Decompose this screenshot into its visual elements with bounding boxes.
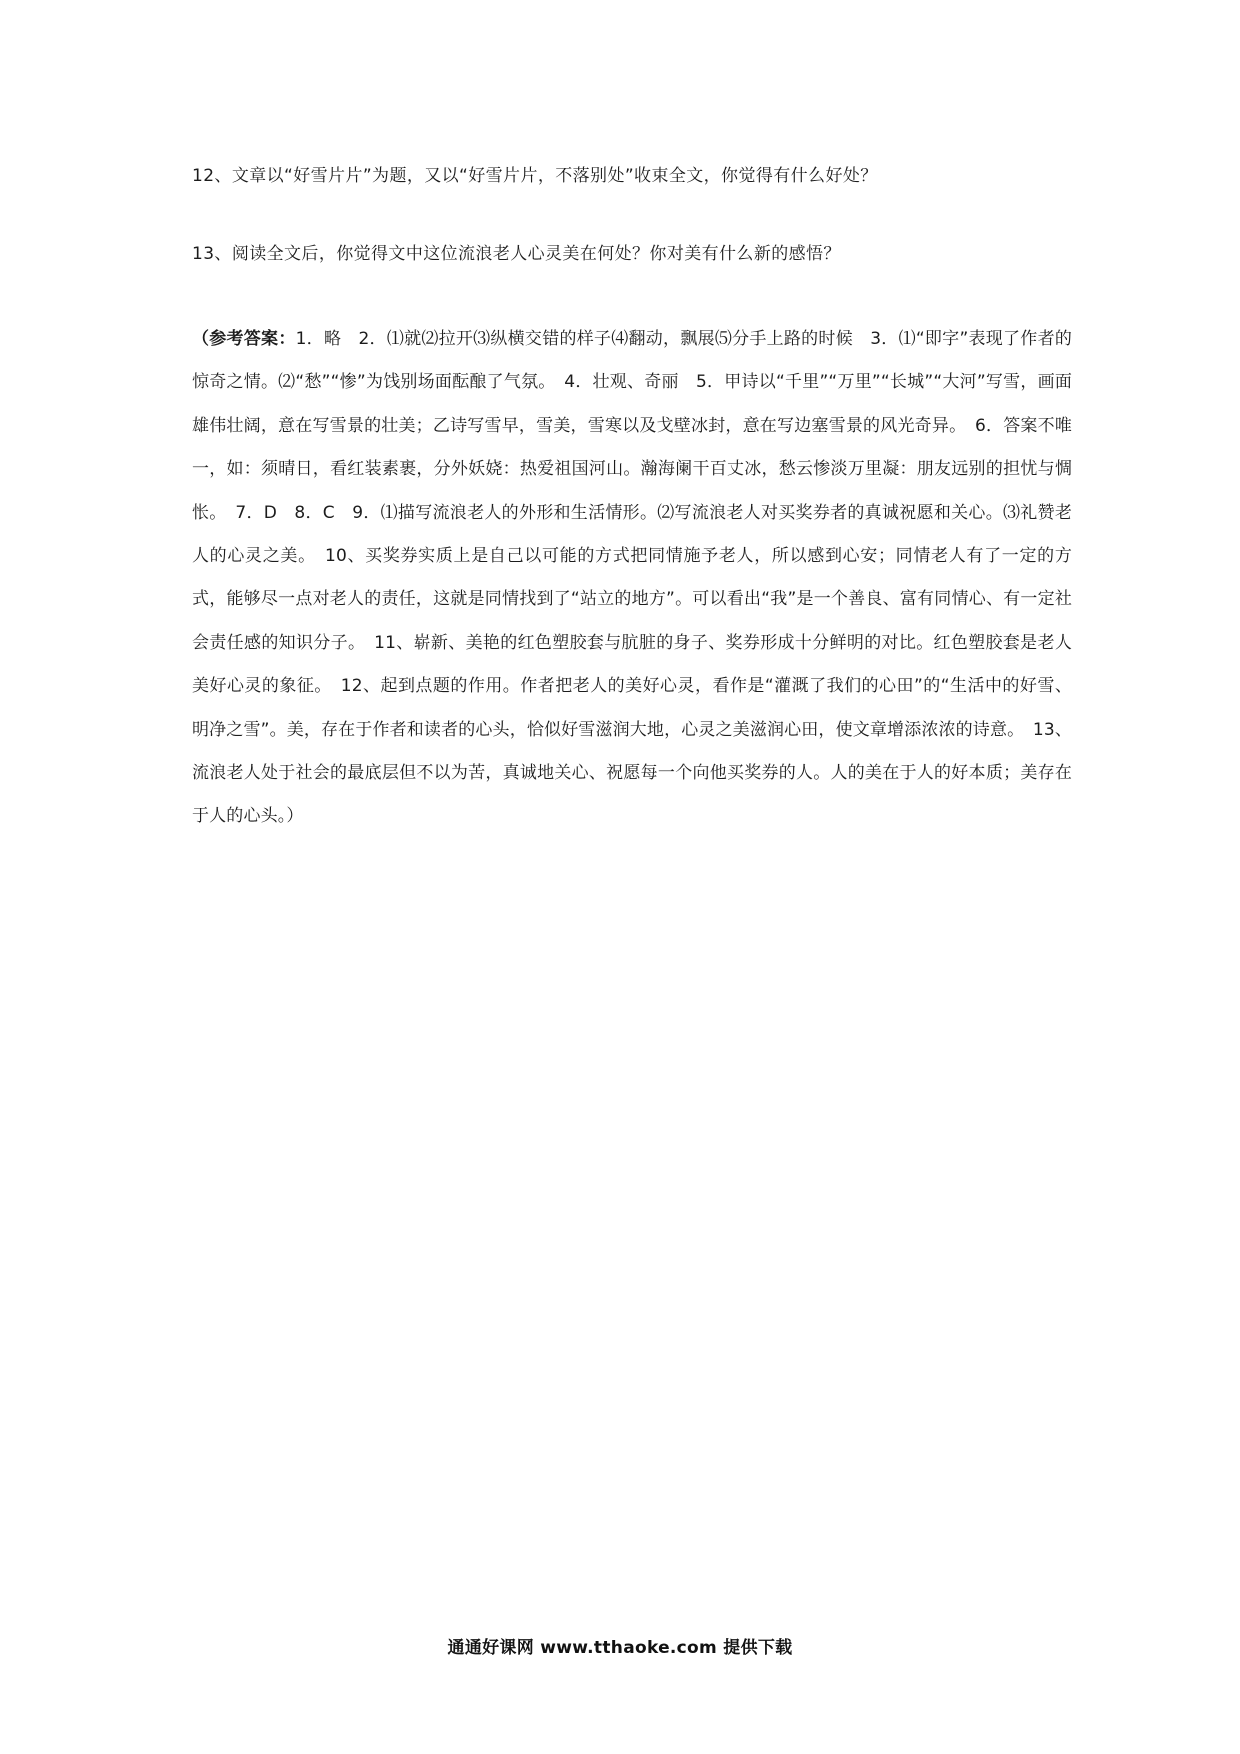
question-13: 13、阅读全文后，你觉得文中这位流浪老人心灵美在何处？你对美有什么新的感悟？ xyxy=(192,244,841,264)
reference-answers-label: （参考答案： xyxy=(192,329,296,349)
page-footer: 通通好课网 www.tthaoke.com 提供下载 xyxy=(447,1638,793,1658)
reference-answers xyxy=(192,318,1072,839)
reference-answers-body: 1．略 2．⑴就⑵拉开⑶纵横交错的样子⑷翻动，飘展⑸分手上路的时候 3．⑴“即字”表现了作者的惊奇之情。⑵“愁”“惨”为饯别场面酝酿了气氛。 4．壮观、奇丽 5．甲诗以“千里”“万里”“长城”“大河”写雪，画面雄伟壮阔，意在写雪景的壮美；乙诗写雪早，雪美，雪寒以及戈壁冰封，意在写边塞雪景的风光奇异。 6．答案不唯一，如：须晴日，看红装素裹，分外妖娆：热爱祖国河山。瀚海阑干百丈冰，愁云惨淡万里凝：朋友远别的担忧与惆怅。 7．D 8．C 9．⑴描写流浪老人的外形和生活情形。⑵写流浪老人对买奖券者的真诚祝愿和关心。⑶礼赞老人的心灵之美。 10、买奖券实质上是自己以可能的方式把同情施予老人，所以感到心安；同情老人有了一定的方式，能够尽一点对老人的责任，这就是同情找到了“站立的地方”。可以看出“我”是一个善良、富有同情心、有一定社会责任感的知识分子。 11、崭新、美艳的红色塑胶套与肮脏的身子、奖券形成十分鲜明的对比。红色塑胶套是老人美好心灵的象征。 12、起到点题的作用。作者把老人的美好心灵，看作是“灌溉了我们的心田”的“生活中的好雪、明净之雪”。美，存在于作者和读者的心头，恰似好雪滋润大地，心灵之美滋润心田，使文章增添浓浓的诗意。 13、流浪老人处于社会的最底层但不以为苦，真诚地关心、祝愿每一个向他买奖券的人。人的美在于人的好本质；美存在于人的心头。） xyxy=(192,329,1072,827)
question-12: 12、文章以“好雪片片”为题，又以“好雪片片，不落别处”收束全文，你觉得有什么好处？ xyxy=(192,166,878,186)
